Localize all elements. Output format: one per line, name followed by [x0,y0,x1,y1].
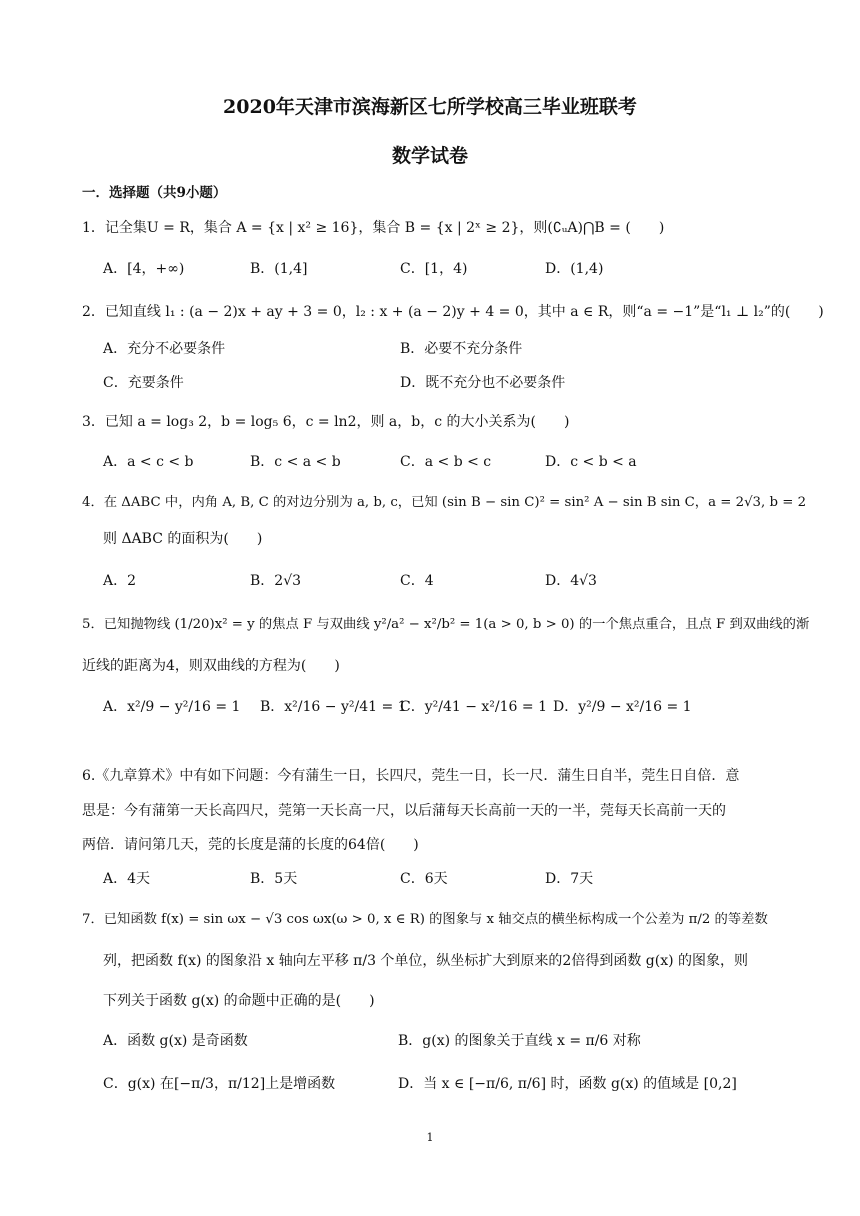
question-4-option-c: C．4 [400,573,434,589]
question-3-stem: 3．已知 a = log₃ 2，b = log₅ 6，c = ln2，则 a，b，c 的大小关系为( ) [82,414,570,430]
section-heading: 一．选择题（共9小题） [82,185,227,201]
question-2-option-d: D．既不充分也不必要条件 [400,375,566,391]
question-7-option-c: C．g(x) 在[−π/3，π/12]上是增函数 [103,1076,336,1092]
question-2-stem: 2．已知直线 l₁ : (a − 2)x + ay + 3 = 0，l₂ : x + (a − 2)y + 4 = 0，其中 a ∈ R，则“a = −1”是“l₁ ⊥ l₂”的( ) [82,304,824,320]
page-title: 2020年天津市滨海新区七所学校高三毕业班联考 [223,96,637,118]
question-6-stem-line-1: 6.《九章算术》中有如下问题：今有蒲生一日，长四尺，莞生一日，长一尺．蒲生日自半，莞生日自倍．意 [82,768,740,784]
question-7-stem-line-2: 列，把函数 f(x) 的图象沿 x 轴向左平移 π/3 个单位，纵坐标扩大到原来的2倍得到函数 g(x) 的图象，则 [103,953,749,969]
question-5-option-c: C．y²/41 − x²/16 = 1 [400,699,547,715]
page-number: 1 [426,1131,434,1144]
question-3-option-d: D．c < b < a [545,454,637,470]
question-7-option-a: A．函数 g(x) 是奇函数 [103,1033,248,1049]
page-subtitle: 数学试卷 [391,145,468,167]
question-5-option-d: D．y²/9 − x²/16 = 1 [553,699,692,715]
question-3-option-b: B．c < a < b [250,454,341,470]
question-7-option-b: B．g(x) 的图象关于直线 x = π/6 对称 [398,1033,641,1049]
question-2-option-a: A．充分不必要条件 [103,341,226,357]
question-4-option-b: B．2√3 [250,573,302,589]
question-6-stem-line-2: 思是：今有蒲第一天长高四尺，莞第一天长高一尺，以后蒲每天长高前一天的一半，莞每天长高前一天的 [82,803,726,819]
question-1-option-c: C．[1，4) [400,261,468,277]
question-4-stem-line-2: 则 ΔABC 的面积为( ) [103,531,263,547]
question-5-option-b: B．x²/16 − y²/41 = 1 [260,699,407,715]
question-6-option-b: B．5天 [250,871,298,887]
question-3-option-a: A．a < c < b [103,454,194,470]
question-5-stem-line-1: 5．已知抛物线 (1/20)x² = y 的焦点 F 与双曲线 y²/a² − x²/b² = 1(a > 0, b > 0) 的一个焦点重合，且点 F 到双曲线的渐 [82,617,810,632]
question-1-stem: 1．记全集U = R，集合 A = {x | x² ≥ 16}，集合 B = {x | 2ˣ ≥ 2}，则(∁ᵤA)⋂B = ( ) [82,220,665,236]
question-7-stem-line-3: 下列关于函数 g(x) 的命题中正确的是( ) [103,993,375,1009]
question-2-option-b: B．必要不充分条件 [400,341,523,357]
question-5-stem-line-2: 近线的距离为4，则双曲线的方程为( ) [82,658,340,674]
question-1-option-a: A．[4，+∞) [103,261,185,277]
question-7-stem-line-1: 7．已知函数 f(x) = sin ωx − √3 cos ωx(ω > 0, x ∈ R) 的图象与 x 轴交点的横坐标构成一个公差为 π/2 的等差数 [82,912,768,927]
question-6-option-d: D．7天 [545,871,594,887]
question-1-option-b: B．(1,4] [250,261,308,277]
question-6-option-a: A．4天 [103,871,151,887]
question-3-option-c: C．a < b < c [400,454,492,470]
question-6-option-c: C．6天 [400,871,448,887]
question-4-option-a: A．2 [103,573,137,589]
question-4-option-d: D．4√3 [545,573,597,589]
question-5-option-a: A．x²/9 − y²/16 = 1 [103,699,241,715]
question-4-stem-line-1: 4．在 ΔABC 中，内角 A, B, C 的对边分别为 a, b, c，已知 (sin B − sin C)² = sin² A − sin B sin C，a = 2√3, b = 2 [82,495,807,510]
question-1-option-d: D．(1,4) [545,261,604,277]
question-2-option-c: C．充要条件 [103,375,184,391]
question-6-stem-line-3: 两倍．请问第几天，莞的长度是蒲的长度的64倍( ) [82,837,419,853]
question-7-option-d: D．当 x ∈ [−π/6, π/6] 时，函数 g(x) 的值域是 [0,2] [398,1076,737,1092]
